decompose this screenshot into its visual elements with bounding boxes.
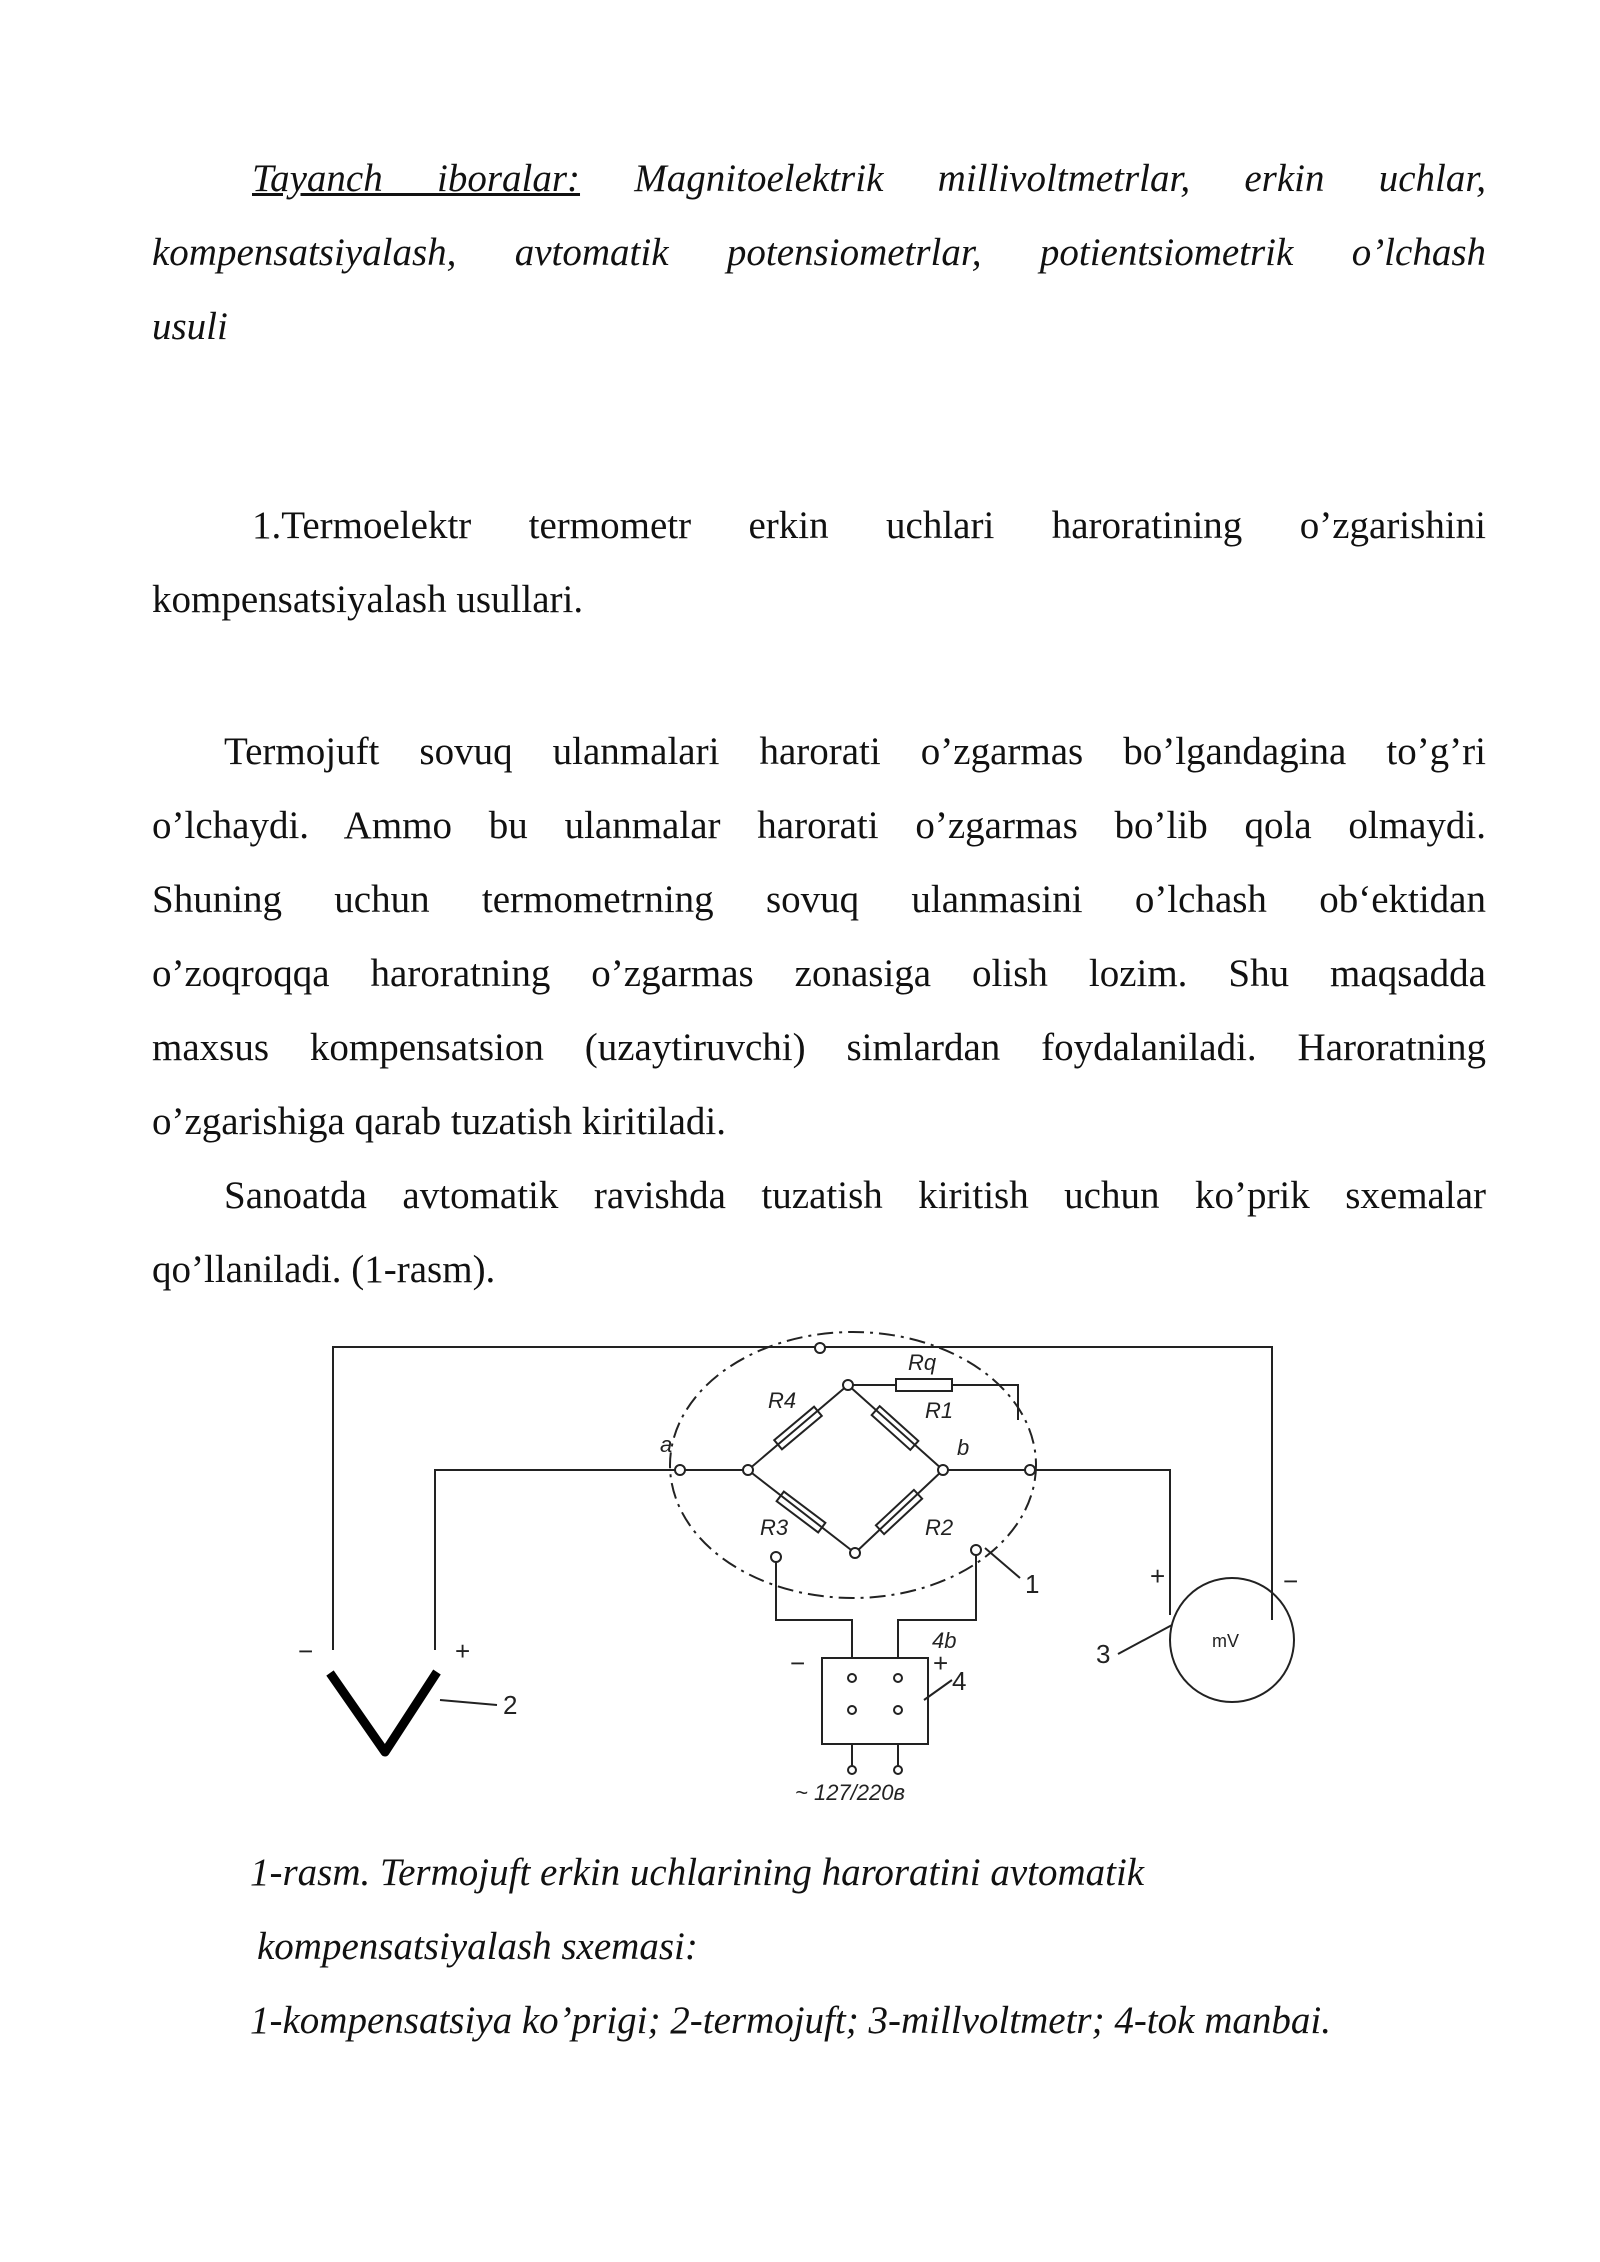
label-mv: mV bbox=[1212, 1631, 1239, 1651]
paragraph-1-line-5: maxsus kompensatsion (uzaytiruvchi) simlardan foydalaniladi. Haroratning bbox=[152, 1026, 1486, 1069]
label-mv-plus: + bbox=[1150, 1561, 1166, 1591]
label-node-a: a bbox=[660, 1432, 673, 1457]
section-heading-line-1: 1.Termoelektr termometr erkin uchlari haroratining o’zgarishini bbox=[252, 504, 1486, 547]
label-r3: R3 bbox=[760, 1515, 789, 1540]
label-tc-plus: + bbox=[455, 1636, 471, 1666]
resistor-rq bbox=[896, 1379, 952, 1391]
figure-caption-line-3: 1-kompensatsiya ko’prigi; 2-termojuft; 3-millvoltmetr; 4-tok manbai. bbox=[250, 1999, 1331, 2042]
paragraph-1-line-3: Shuning uchun termometrning sovuq ulanmasini o’lchash ob‘ektidan bbox=[152, 878, 1486, 921]
label-node-b: b bbox=[957, 1435, 970, 1460]
label-4b: 4b bbox=[932, 1628, 957, 1653]
wire-to-mv bbox=[943, 1470, 1170, 1615]
paragraph-1-line-2: o’lchaydi. Ammo bu ulanmalar harorati o’zgarmas bo’lib qola olmaydi. bbox=[152, 804, 1486, 847]
label-mv-minus: − bbox=[1283, 1566, 1299, 1596]
wire-middle bbox=[435, 1470, 680, 1650]
keywords-label: Tayanch iboralar: bbox=[252, 157, 581, 200]
paragraph-2-line-1: Sanoatda avtomatik ravishda tuzatish kiritish uchun ko’prik sxemalar bbox=[224, 1174, 1486, 1217]
label-source-plus: + bbox=[933, 1648, 949, 1678]
paragraph-1-line-6: o’zgarishiga qarab tuzatish kiritiladi. bbox=[152, 1100, 726, 1143]
keywords-text-1: Magnitoelektrik millivoltmetrlar, erkin uchlar, bbox=[634, 157, 1486, 200]
keywords-line-2: kompensatsiyalash, avtomatik potensiometrlar, potientsiometrik o’lchash bbox=[152, 231, 1486, 274]
figure-caption-line-2: kompensatsiyalash sxemasi: bbox=[257, 1925, 698, 1968]
wire-top bbox=[333, 1347, 1272, 1650]
paragraph-2-line-2: qo’llaniladi. (1-rasm). bbox=[152, 1248, 496, 1291]
section-heading-line-2: kompensatsiyalash usullari. bbox=[152, 578, 584, 621]
label-r2: R2 bbox=[925, 1515, 954, 1540]
label-source-minus: − bbox=[790, 1648, 806, 1678]
paragraph-1-line-1: Termojuft sovuq ulanmalari harorati o’zgarmas bo’lgandagina to’g’ri bbox=[224, 730, 1486, 773]
power-source-box bbox=[822, 1658, 928, 1744]
paragraph-1-line-4: o’zoqroqqa haroratning o’zgarmas zonasiga olish lozim. Shu maqsadda bbox=[152, 952, 1486, 995]
label-tc-minus: − bbox=[298, 1636, 314, 1666]
label-r4: R4 bbox=[768, 1388, 797, 1413]
label-callout-2: 2 bbox=[503, 1690, 518, 1720]
label-callout-4: 4 bbox=[952, 1666, 967, 1696]
thermocouple-junction bbox=[330, 1672, 437, 1752]
label-callout-3: 3 bbox=[1096, 1639, 1111, 1669]
label-callout-1: 1 bbox=[1025, 1569, 1040, 1599]
figure-caption-line-1: 1-rasm. Termojuft erkin uchlarining haroratini avtomatik bbox=[250, 1851, 1145, 1894]
label-rq: Rq bbox=[908, 1350, 937, 1375]
label-supply-voltage: ~ 127/220в bbox=[795, 1780, 905, 1805]
label-r1: R1 bbox=[925, 1398, 954, 1423]
keywords-line-3: usuli bbox=[152, 305, 228, 348]
